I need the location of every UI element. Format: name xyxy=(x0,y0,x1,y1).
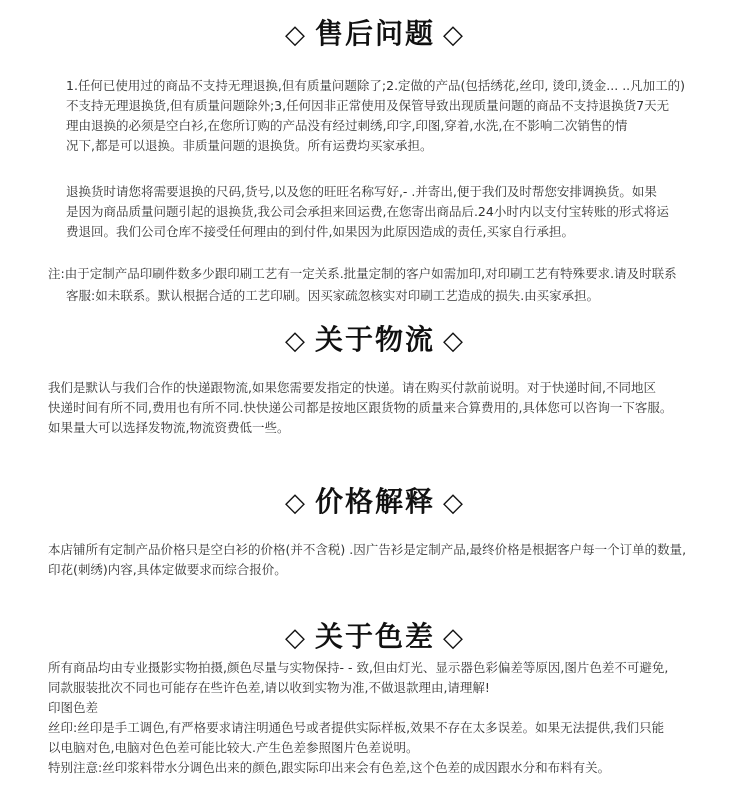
diamond-right-icon: ◇ xyxy=(443,20,465,50)
diamond-left-icon: ◇ xyxy=(284,326,307,356)
price-paragraph: 本店铺所有定制产品价格只是空白衫的价格(并不含税) .因广告衫是定制产品,最终价格是根据客户每一个订单的数量, 印花(刺绣)内容,具体定做要求而综合报价。 xyxy=(48,542,687,577)
logistics-title: 关于物流 xyxy=(314,323,435,356)
color-paragraph: 所有商品均由专业摄影实物拍摄,颜色尽量与实物保持- - 致,但由灯光、显示器色彩偏差等原因,图片色差不可避免, 同款服装批次不同也可能存在些许色差,请以收到实物为准,不做退款理由,请理解! 印图色差 丝印:丝印是手工调色,有严格要求请注明通色号或者提供实际样板,效果不存在太多误差。如果无法提供,我们只能 以电脑对色,电脑对色色差可能比较大.产生色差参照图片色差说明。 特别注意:丝印浆料带水分调色出来的颜色,跟实际印出来会有色差,这个色差的成因跟水分和布料有关。 xyxy=(48,660,669,775)
logistics-paragraph: 我们是默认与我们合作的快递跟物流,如果您需要发指定的快递。请在购买付款前说明。对于快递时间,不同地区 快递时间有所不同,费用也有所不同.快快递公司都是按地区跟货物的质量来合算费用的,具体您可以咨询一下客服。 如果量大可以选择发物流,物流资费低一些。 xyxy=(48,380,673,435)
aftersale-note-line-2: 客服:如未联系。默认根据合适的工艺印刷。因买家疏忽核实对印刷工艺造成的损失.由买家承担。 xyxy=(66,288,600,303)
aftersale-paragraph-1: 1.任何已使用过的商品不支持无理退换,但有质量问题除了;2.定做的产品(包括绣花,丝印, 烫印,烫金... ..凡加工的) 不支持无理退换货,但有质量问题除外;3,任何因非正常使用及保管导致出现质量问题的商品不支持退换货7天无 理由退换的必须是空白衫,在您所订购的产品没有经过刺绣,印字,印图,穿着,水洗,在不影响二次销售的情 况下,都是可以退换。非质量问题的退换货。所有运费均买家承担。 xyxy=(66,78,686,153)
price-heading xyxy=(0,480,750,520)
diamond-right-icon: ◇ xyxy=(443,326,465,356)
diamond-right-icon: ◇ xyxy=(443,488,465,518)
diamond-left-icon: ◇ xyxy=(284,623,307,653)
logistics-heading xyxy=(0,318,750,358)
aftersale-paragraph-2: 退换货时请您将需要退换的尺码,货号,以及您的旺旺名称写好,- .并寄出,便于我们及时帮您安排调换货。如果 是因为商品质量问题引起的退换货,我公司会承担来回运费,在您寄出商品后.24小时内以支付宝转账的形式将运 费退回。我们公司仓库不接受任何理由的到付件,如果因为此原因造成的责任,买家自行承担。 xyxy=(66,184,669,239)
diamond-left-icon: ◇ xyxy=(284,488,307,518)
color-heading xyxy=(0,615,750,655)
aftersale-note-line-1: 注:由于定制产品印刷件数多少跟印刷工艺有一定关系.批量定制的客户如需加印,对印刷工艺有特殊要求.请及时联系 xyxy=(48,266,677,281)
aftersale-title: 售后问题 xyxy=(314,17,435,50)
color-title: 关于色差 xyxy=(314,620,435,653)
diamond-left-icon: ◇ xyxy=(284,20,307,50)
price-title: 价格解释 xyxy=(314,485,435,518)
diamond-right-icon: ◇ xyxy=(443,623,465,653)
aftersale-heading xyxy=(0,12,750,52)
